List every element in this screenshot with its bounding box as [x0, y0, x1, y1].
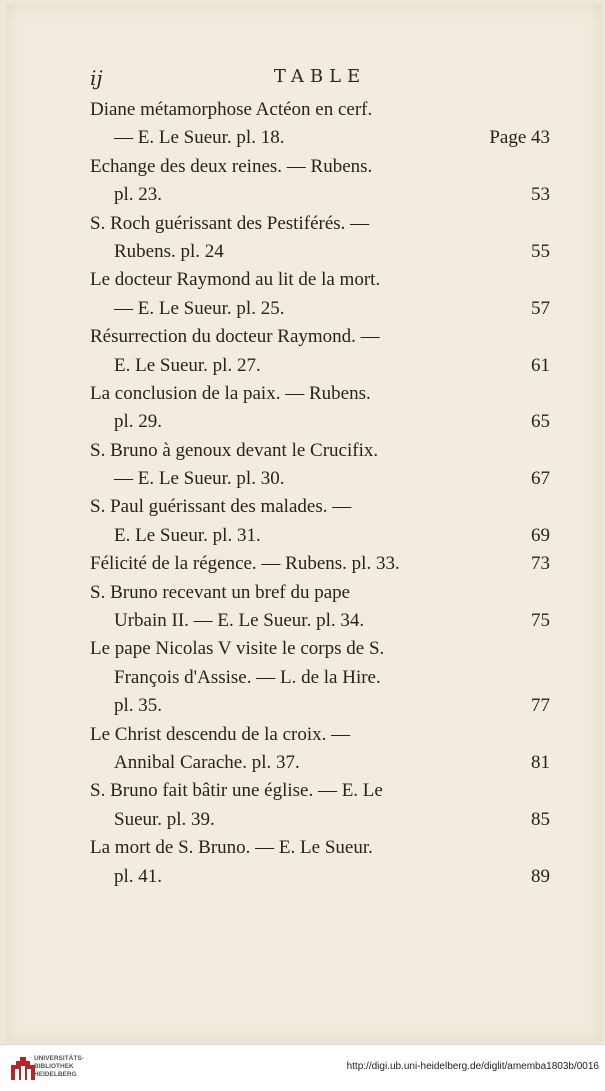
page-value: 65 [531, 411, 550, 433]
entry-title-line [90, 153, 550, 181]
toc-entry [90, 721, 550, 778]
page-value: 77 [531, 695, 550, 717]
entry-text: Annibal Carache. pl. 37. [114, 751, 300, 773]
page-label: Page [489, 127, 531, 149]
page-value: 55 [531, 240, 550, 262]
entry-continuation-line [90, 749, 550, 777]
entry-title-line [90, 550, 550, 578]
entry-title-line [90, 210, 550, 238]
entry-text: pl. 35. [114, 695, 163, 717]
page-value: 69 [531, 524, 550, 546]
entry-page-number [531, 863, 550, 891]
entry-continuation-line [90, 465, 550, 493]
entry-title-line [90, 437, 550, 465]
entry-text: Sueur. pl. 39. [114, 808, 215, 830]
entry-text: — E. Le Sueur. pl. 18. [114, 127, 285, 149]
entry-continuation-line [90, 295, 550, 323]
entry-continuation-line [90, 806, 550, 834]
toc-entry [90, 777, 550, 834]
entry-text: — E. Le Sueur. pl. 25. [114, 297, 285, 319]
entry-text: Le Christ descendu de la croix. — [90, 723, 351, 745]
entry-title-line [90, 579, 550, 607]
entry-continuation-line [90, 664, 550, 692]
toc-entry [90, 266, 550, 323]
toc-entry [90, 380, 550, 437]
entry-title-line [90, 635, 550, 663]
table-of-contents [90, 96, 550, 891]
entry-text: Résurrection du docteur Raymond. — [90, 326, 380, 348]
entry-text: François d'Assise. — L. de la Hire. [114, 666, 381, 688]
entry-page-number [531, 408, 550, 436]
entry-continuation-line [90, 238, 550, 266]
entry-page-number [531, 352, 550, 380]
entry-text: pl. 23. [114, 184, 163, 206]
page-value: 43 [531, 127, 550, 149]
entry-text: — E. Le Sueur. pl. 30. [114, 468, 285, 490]
toc-entry [90, 210, 550, 267]
entry-page-number [531, 806, 550, 834]
entry-text: S. Bruno recevant un bref du pape [90, 581, 351, 603]
entry-continuation-line [90, 607, 550, 635]
page-value: 89 [531, 865, 550, 887]
entry-text: Le pape Nicolas V visite le corps de S. [90, 638, 385, 660]
library-name-line: HEIDELBERG [34, 1071, 77, 1078]
entry-text: E. Le Sueur. pl. 31. [114, 524, 261, 546]
entry-text: S. Paul guérissant des malades. — [90, 496, 352, 518]
entry-page-number [531, 522, 550, 550]
entry-title-line [90, 380, 550, 408]
page-value: 73 [531, 553, 550, 575]
entry-text: pl. 29. [114, 411, 163, 433]
entry-continuation-line [90, 522, 550, 550]
entry-text: S. Bruno fait bâtir une église. — E. Le [90, 780, 383, 802]
entry-continuation-line [90, 692, 550, 720]
entry-text: La mort de S. Bruno. — E. Le Sueur. [90, 837, 373, 859]
library-name [34, 1055, 84, 1079]
entry-page-number [489, 124, 550, 152]
page-value: 57 [531, 297, 550, 319]
entry-continuation-line [90, 863, 550, 891]
entry-text: Félicité de la régence. — Rubens. pl. 33. [90, 553, 400, 575]
page-value: 85 [531, 808, 550, 830]
entry-text: E. Le Sueur. pl. 27. [114, 354, 261, 376]
entry-text: La conclusion de la paix. — Rubens. [90, 382, 371, 404]
entry-page-number [531, 181, 550, 209]
entry-page-number [531, 295, 550, 323]
running-title: TABLE [273, 66, 367, 87]
page-value: 81 [531, 751, 550, 773]
entry-text: Diane métamorphose Actéon en cerf. [90, 99, 373, 120]
toc-entry [90, 437, 550, 494]
entry-title-line [90, 96, 550, 124]
entry-title-line [90, 323, 550, 351]
entry-title-line [90, 493, 550, 521]
entry-title-line [90, 721, 550, 749]
entry-page-number [531, 607, 550, 635]
entry-text: S. Roch guérissant des Pestiférés. — [90, 212, 370, 234]
toc-entry [90, 153, 550, 210]
toc-entry [90, 323, 550, 380]
entry-text: S. Bruno à genoux devant le Crucifix. [90, 439, 379, 461]
toc-entry [90, 493, 550, 550]
toc-entry [90, 550, 550, 578]
entry-title-line [90, 834, 550, 862]
entry-page-number [531, 692, 550, 720]
folio-number: ij [90, 66, 103, 90]
entry-page-number [531, 238, 550, 266]
page-value: 75 [531, 610, 550, 632]
page-header [0, 66, 605, 94]
entry-text: pl. 41. [114, 865, 163, 887]
library-name-line: BIBLIOTHEK [34, 1063, 74, 1070]
page-value: 53 [531, 184, 550, 206]
toc-entry [90, 96, 550, 153]
entry-continuation-line [90, 352, 550, 380]
entry-text: Echange des deux reines. — Rubens. [90, 155, 373, 177]
entry-page-number [531, 749, 550, 777]
entry-title-line [90, 777, 550, 805]
page-value: 67 [531, 468, 550, 490]
entry-page-number [531, 465, 550, 493]
entry-text: Rubens. pl. 24 [114, 240, 224, 262]
library-name-line: UNIVERSITÄTS- [34, 1055, 84, 1062]
entry-page-number [531, 550, 550, 578]
entry-continuation-line [90, 408, 550, 436]
toc-entry [90, 579, 550, 636]
entry-title-line [90, 266, 550, 294]
toc-entry [90, 635, 550, 720]
toc-entry [90, 834, 550, 891]
viewer-footer [0, 1044, 605, 1091]
entry-text: Urbain II. — E. Le Sueur. pl. 34. [114, 610, 365, 632]
entry-continuation-line [90, 124, 550, 152]
page-value: 61 [531, 354, 550, 376]
permalink-url[interactable]: http://digi.ub.uni-heidelberg.de/diglit/amemba1803b/0016 [346, 1061, 599, 1072]
entry-continuation-line [90, 181, 550, 209]
entry-text: Le docteur Raymond au lit de la mort. [90, 269, 381, 291]
